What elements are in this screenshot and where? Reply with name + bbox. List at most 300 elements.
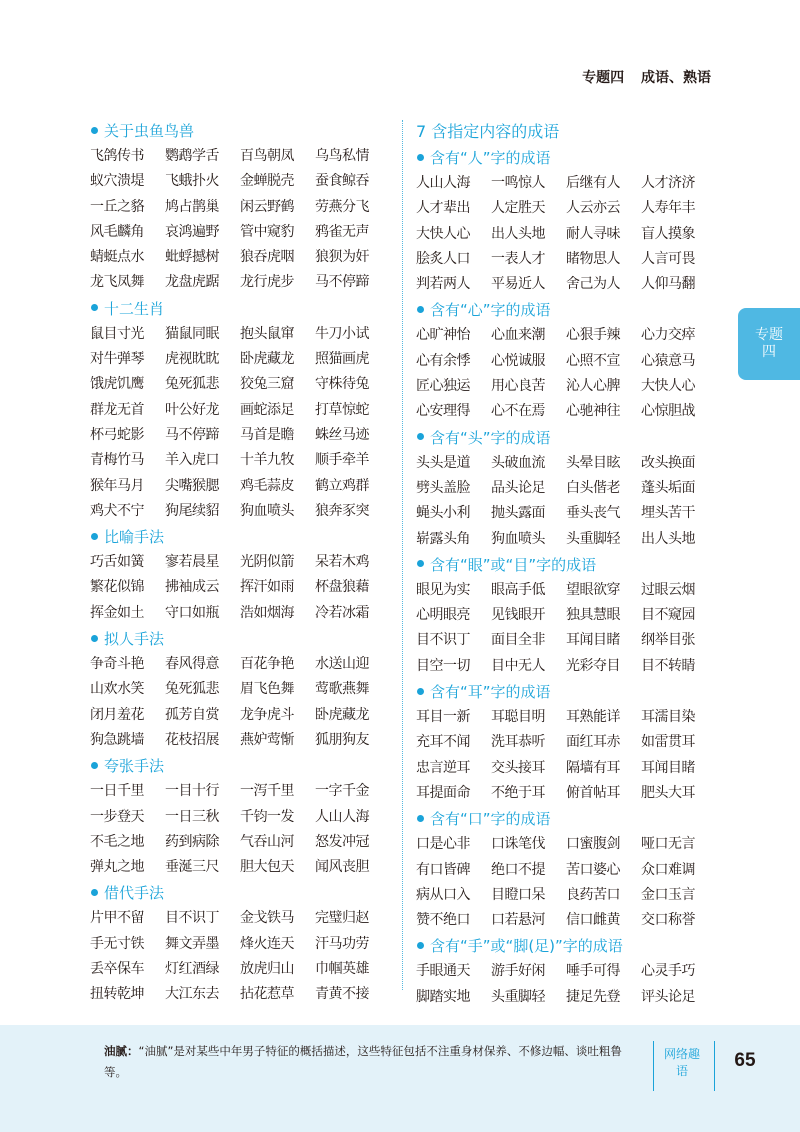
idiom: 白头偕老 — [566, 479, 620, 496]
idiom: 杯弓蛇影 — [90, 426, 144, 443]
idiom: 一日千里 — [90, 783, 144, 800]
idiom: 青黄不接 — [315, 986, 369, 1003]
bullet-icon — [417, 433, 424, 440]
idiom-row — [416, 959, 716, 984]
idiom: 后继有人 — [566, 175, 620, 191]
section-title — [416, 425, 716, 451]
section-title — [416, 933, 716, 959]
idiom: 俯首帖耳 — [566, 784, 620, 801]
idiom: 头破血流 — [491, 454, 545, 471]
idiom: 龙争虎斗 — [240, 706, 294, 723]
idiom-row — [416, 501, 716, 526]
idiom-row — [416, 476, 716, 501]
idiom: 目空一切 — [416, 657, 470, 674]
idiom: 对牛弹琴 — [90, 351, 144, 368]
section-title-text: 含有“头”字的成语 — [430, 428, 551, 447]
idiom: 人寿年丰 — [641, 200, 695, 217]
bullet-icon — [417, 154, 424, 161]
idiom: 狗血喷头 — [240, 502, 294, 519]
idiom: 飞鸽传书 — [90, 148, 144, 164]
idiom-row — [90, 347, 390, 372]
idiom: 浩如烟海 — [240, 604, 294, 621]
idiom-row — [90, 575, 390, 600]
idiom: 蓬头垢面 — [641, 479, 695, 496]
idiom: 苦口婆心 — [566, 861, 620, 878]
idiom: 寥若晨星 — [165, 554, 219, 571]
idiom: 百鸟朝凤 — [240, 148, 294, 164]
idiom: 闭月羞花 — [90, 706, 144, 723]
idiom: 兔死狐悲 — [165, 376, 219, 393]
idiom: 挥金如土 — [90, 604, 144, 621]
idiom-row — [90, 550, 390, 575]
idiom: 出人头地 — [491, 225, 545, 242]
section-title-text: 拟人手法 — [104, 630, 165, 649]
idiom: 目不识丁 — [165, 910, 219, 927]
idiom: 百花争艳 — [240, 656, 294, 673]
idiom-row — [416, 985, 716, 1010]
idiom: 打草惊蛇 — [315, 401, 369, 418]
idiom: 哀鸿遍野 — [165, 223, 219, 240]
idiom-row — [416, 171, 716, 196]
idiom-row — [90, 322, 390, 347]
note-text: “油腻”是对某些中年男子特征的概括描述，这些特征包括不注重身材保养、不修边幅、谈吐粗鲁等。 — [104, 1044, 622, 1079]
section-title-text: 关于虫鱼鸟兽 — [104, 122, 195, 140]
idiom-row — [90, 932, 390, 957]
idiom: 不绝于耳 — [491, 784, 545, 801]
idiom: 独具慧眼 — [566, 607, 620, 624]
idiom: 人山人海 — [315, 808, 369, 825]
idiom: 兔死狐悲 — [165, 681, 219, 698]
idiom: 鸡毛蒜皮 — [240, 477, 294, 494]
idiom: 丢卒保车 — [90, 961, 144, 978]
idiom-row — [90, 601, 390, 626]
idiom: 照猫画虎 — [315, 351, 369, 368]
idiom: 春风得意 — [165, 656, 219, 673]
idiom: 一日三秋 — [165, 808, 219, 825]
right-sections — [416, 145, 716, 1010]
idiom: 忠言逆耳 — [416, 759, 470, 776]
idiom: 心惊胆战 — [641, 403, 695, 420]
idiom: 孤芳自赏 — [165, 706, 219, 723]
section-title-text: 比喻手法 — [104, 528, 165, 547]
idiom: 水送山迎 — [315, 656, 369, 673]
section-title-text: 含有“心”字的成语 — [430, 301, 551, 320]
idiom: 十羊九牧 — [240, 452, 294, 469]
idiom: 心安理得 — [416, 403, 470, 420]
idiom: 狗尾续貂 — [165, 502, 219, 519]
idiom: 肥头大耳 — [641, 784, 695, 801]
idiom: 一字千金 — [315, 783, 369, 800]
idiom: 唾手可得 — [566, 963, 620, 980]
bullet-icon — [91, 533, 98, 540]
idiom: 心有余悸 — [416, 352, 470, 369]
idiom-row — [416, 883, 716, 908]
left-column — [90, 118, 390, 1008]
idiom: 评头论足 — [641, 988, 695, 1005]
bullet-icon — [91, 635, 98, 642]
footer-divider-left — [653, 1041, 654, 1091]
idiom: 守株待兔 — [315, 376, 369, 393]
idiom: 改头换面 — [641, 454, 695, 471]
idiom: 杯盘狼藉 — [315, 579, 369, 596]
idiom: 马首是瞻 — [240, 426, 294, 443]
idiom-row — [90, 855, 390, 880]
footer-note — [104, 1041, 644, 1083]
bullet-icon — [91, 127, 98, 134]
idiom: 耳濡目染 — [641, 709, 695, 726]
idiom: 人才辈出 — [416, 200, 470, 217]
idiom: 洗耳恭听 — [491, 734, 545, 751]
idiom: 望眼欲穿 — [566, 581, 620, 598]
idiom: 扭转乾坤 — [90, 986, 144, 1003]
section-title-text: 含有“眼”或“目”字的成语 — [430, 555, 597, 574]
idiom: 游手好闲 — [491, 963, 545, 980]
idiom: 拈花惹草 — [240, 986, 294, 1003]
bullet-icon — [91, 762, 98, 769]
right-column-title: 7 含指定内容的成语 — [416, 122, 560, 141]
idiom: 劳燕分飞 — [315, 198, 369, 215]
idiom-row — [90, 805, 390, 830]
idiom-row — [416, 374, 716, 399]
section-title-text: 含有“手”或“脚(足)”字的成语 — [430, 937, 623, 956]
idiom: 心力交瘁 — [641, 327, 695, 344]
idiom: 一步登天 — [90, 808, 144, 825]
chapter-side-tab — [738, 308, 800, 380]
idiom: 巾帼英雄 — [315, 961, 369, 978]
idiom: 病从口入 — [416, 886, 470, 903]
idiom: 匠心独运 — [416, 378, 470, 395]
idiom: 心悦诚服 — [491, 352, 545, 369]
idiom: 猴年马月 — [90, 477, 144, 494]
footer-label: 网络趣语 — [664, 1047, 701, 1078]
idiom: 群龙无首 — [90, 401, 144, 418]
idiom: 灯红酒绿 — [165, 961, 219, 978]
idiom: 狗急跳墙 — [90, 731, 144, 748]
idiom-row — [90, 245, 390, 270]
idiom: 人山人海 — [416, 175, 470, 191]
idiom: 狐朋狗友 — [315, 731, 369, 748]
idiom: 守口如瓶 — [165, 604, 219, 621]
idiom: 垂涎三尺 — [165, 859, 219, 876]
idiom: 众口难调 — [641, 861, 695, 878]
idiom: 心猿意马 — [641, 352, 695, 369]
idiom: 目不转睛 — [641, 657, 695, 674]
idiom: 一鸣惊人 — [491, 175, 545, 191]
idiom: 交头接耳 — [491, 759, 545, 776]
idiom: 口诛笔伐 — [491, 836, 545, 853]
idiom: 交口称誉 — [641, 912, 695, 929]
idiom-row — [90, 169, 390, 194]
idiom-row — [90, 474, 390, 499]
idiom: 品头论足 — [491, 479, 545, 496]
idiom-row — [90, 499, 390, 524]
idiom: 目不识丁 — [416, 632, 470, 649]
idiom: 捷足先登 — [566, 988, 620, 1005]
idiom: 耳闻目睹 — [641, 759, 695, 776]
idiom: 抱头鼠窜 — [240, 325, 294, 342]
idiom: 抛头露面 — [491, 505, 545, 522]
idiom: 药到病除 — [165, 833, 219, 850]
idiom-row — [90, 957, 390, 982]
idiom: 眼高手低 — [491, 581, 545, 598]
idiom: 垂头丧气 — [566, 505, 620, 522]
idiom: 蜻蜓点水 — [90, 249, 144, 266]
idiom-row — [416, 272, 716, 297]
section-title-text: 十二生肖 — [104, 299, 165, 318]
bullet-icon — [91, 304, 98, 311]
section-title-text: 含有“口”字的成语 — [430, 810, 551, 829]
idiom: 心狠手辣 — [566, 327, 620, 344]
idiom: 目中无人 — [491, 657, 545, 674]
section-title — [90, 626, 390, 652]
idiom: 眼见为实 — [416, 581, 470, 598]
idiom: 隔墙有耳 — [566, 759, 620, 776]
footer — [0, 1025, 800, 1132]
idiom: 狼狈为奸 — [315, 249, 369, 266]
idiom: 面目全非 — [491, 632, 545, 649]
idiom: 光阴似箭 — [240, 554, 294, 571]
idiom-row — [416, 349, 716, 374]
idiom: 青梅竹马 — [90, 452, 144, 469]
idiom: 繁花似锦 — [90, 579, 144, 596]
idiom: 睹物思人 — [566, 250, 620, 267]
idiom-row — [90, 728, 390, 753]
idiom: 沁人心脾 — [566, 378, 620, 395]
section-title — [90, 753, 390, 779]
idiom: 狡兔三窟 — [240, 376, 294, 393]
idiom: 山欢水笑 — [90, 681, 144, 698]
idiom: 牛刀小试 — [315, 325, 369, 342]
section-title — [90, 524, 390, 550]
idiom: 一目十行 — [165, 783, 219, 800]
running-header — [582, 67, 711, 87]
idiom: 耳熟能详 — [566, 709, 620, 726]
section-title-text: 借代手法 — [104, 884, 165, 903]
idiom-row — [90, 270, 390, 295]
idiom: 耳闻目睹 — [566, 632, 620, 649]
idiom: 巧舌如簧 — [90, 554, 144, 571]
idiom: 耳目一新 — [416, 709, 470, 726]
idiom: 气吞山河 — [240, 833, 294, 850]
idiom: 心驰神往 — [566, 403, 620, 420]
idiom-row — [90, 779, 390, 804]
idiom: 龙行虎步 — [240, 274, 294, 291]
idiom: 面红耳赤 — [566, 734, 620, 751]
idiom: 鸡犬不宁 — [90, 502, 144, 519]
idiom: 鼠目寸光 — [90, 325, 144, 342]
idiom: 埋头苦干 — [641, 505, 695, 522]
idiom: 鸠占鹊巢 — [165, 198, 219, 215]
idiom: 心不在焉 — [491, 403, 545, 420]
section-title — [416, 806, 716, 832]
idiom: 信口雌黄 — [566, 912, 620, 929]
idiom-row — [90, 398, 390, 423]
idiom: 见钱眼开 — [491, 607, 545, 624]
idiom: 心照不宣 — [566, 352, 620, 369]
idiom: 光彩夺目 — [566, 657, 620, 674]
idiom-row — [416, 399, 716, 424]
idiom-row — [416, 705, 716, 730]
section-title — [416, 552, 716, 578]
idiom: 耳聪目明 — [491, 709, 545, 726]
section-title-text: 含有“耳”字的成语 — [430, 683, 551, 702]
idiom: 羊入虎口 — [165, 452, 219, 469]
idiom-row — [416, 858, 716, 883]
page-number: 65 — [734, 1050, 756, 1071]
idiom: 蚁穴溃堤 — [90, 173, 144, 190]
idiom-row — [416, 730, 716, 755]
section-title — [416, 297, 716, 323]
idiom: 乌鸟私情 — [315, 148, 369, 164]
idiom: 人才济济 — [641, 175, 695, 191]
idiom-row — [90, 982, 390, 1007]
idiom: 口若悬河 — [491, 912, 545, 929]
idiom: 胆大包天 — [240, 859, 294, 876]
idiom: 人云亦云 — [566, 200, 620, 217]
idiom: 金蝉脱壳 — [240, 173, 294, 190]
idiom-row — [90, 372, 390, 397]
section-title — [416, 145, 716, 171]
idiom: 有口皆碑 — [416, 861, 470, 878]
idiom: 冷若冰霜 — [315, 604, 369, 621]
idiom: 充耳不闻 — [416, 734, 470, 751]
idiom: 头晕目眩 — [566, 454, 620, 471]
note-term: 油腻： — [104, 1044, 139, 1058]
idiom: 大快人心 — [416, 225, 470, 242]
idiom: 画蛇添足 — [240, 401, 294, 418]
section-title — [90, 880, 390, 906]
idiom: 呆若木鸡 — [315, 554, 369, 571]
idiom: 平易近人 — [491, 276, 545, 293]
idiom: 脍炙人口 — [416, 250, 470, 267]
idiom: 花枝招展 — [165, 731, 219, 748]
idiom: 千钧一发 — [240, 808, 294, 825]
idiom: 一表人才 — [491, 250, 545, 267]
idiom: 头头是道 — [416, 454, 470, 471]
idiom: 卧虎藏龙 — [315, 706, 369, 723]
idiom-row — [90, 195, 390, 220]
idiom: 不毛之地 — [90, 833, 144, 850]
idiom-row — [416, 527, 716, 552]
bullet-icon — [417, 688, 424, 695]
right-column — [416, 118, 716, 1010]
idiom: 如雷贯耳 — [641, 734, 695, 751]
idiom: 人言可畏 — [641, 250, 695, 267]
idiom: 哑口无言 — [641, 836, 695, 853]
idiom: 手眼通天 — [416, 963, 470, 980]
bullet-icon — [417, 942, 424, 949]
idiom: 蚕食鲸吞 — [315, 173, 369, 190]
idiom: 绝口不提 — [491, 861, 545, 878]
idiom: 烽火连天 — [240, 935, 294, 952]
idiom-row — [416, 196, 716, 221]
idiom: 鹦鹉学舌 — [165, 148, 219, 164]
idiom-row — [416, 451, 716, 476]
section-title — [90, 118, 390, 144]
column-divider — [402, 120, 403, 990]
idiom: 饿虎饥鹰 — [90, 376, 144, 393]
idiom: 盲人摸象 — [641, 225, 695, 242]
idiom: 一丘之貉 — [90, 198, 144, 215]
idiom: 人定胜天 — [491, 200, 545, 217]
idiom-row — [416, 628, 716, 653]
idiom: 出人头地 — [641, 530, 695, 547]
idiom: 莺歌燕舞 — [315, 681, 369, 698]
idiom: 放虎归山 — [240, 961, 294, 978]
idiom-row — [90, 448, 390, 473]
bullet-icon — [417, 815, 424, 822]
idiom: 纲举目张 — [641, 632, 695, 649]
idiom: 马不停蹄 — [315, 274, 369, 291]
bullet-icon — [417, 306, 424, 313]
idiom: 闲云野鹤 — [240, 198, 294, 215]
idiom: 舍己为人 — [566, 276, 620, 293]
idiom: 完璧归赵 — [315, 910, 369, 927]
section-title — [416, 679, 716, 705]
idiom-row — [416, 908, 716, 933]
section-title — [90, 296, 390, 322]
idiom: 弹丸之地 — [90, 859, 144, 876]
idiom: 挥汗如雨 — [240, 579, 294, 596]
idiom: 耳提面命 — [416, 784, 470, 801]
idiom: 心明眼亮 — [416, 607, 470, 624]
idiom-row — [416, 603, 716, 628]
idiom: 头重脚轻 — [566, 530, 620, 547]
section-title-text: 夸张手法 — [104, 757, 165, 776]
idiom-row — [90, 144, 390, 169]
idiom: 金口玉言 — [641, 886, 695, 903]
idiom: 狗血喷头 — [491, 530, 545, 547]
idiom: 心灵手巧 — [641, 963, 695, 980]
idiom: 头重脚轻 — [491, 988, 545, 1005]
idiom: 口是心非 — [416, 836, 470, 853]
idiom: 崭露头角 — [416, 530, 470, 547]
idiom: 心血来潮 — [491, 327, 545, 344]
idiom-row — [416, 781, 716, 806]
idiom: 风毛麟角 — [90, 223, 144, 240]
idiom-row — [416, 323, 716, 348]
idiom-row — [90, 906, 390, 931]
idiom: 人仰马翻 — [641, 276, 695, 293]
idiom: 蝇头小利 — [416, 505, 470, 522]
idiom: 用心良苦 — [491, 378, 545, 395]
idiom-row — [90, 703, 390, 728]
idiom: 怒发冲冠 — [315, 833, 369, 850]
idiom-row — [90, 652, 390, 677]
idiom: 心旷神怡 — [416, 327, 470, 344]
idiom: 目不窥园 — [641, 607, 695, 624]
chapter-title: 成语、熟语 — [641, 70, 711, 86]
idiom-row — [416, 578, 716, 603]
idiom: 马不停蹄 — [165, 426, 219, 443]
idiom: 舞文弄墨 — [165, 935, 219, 952]
idiom: 劈头盖脸 — [416, 479, 470, 496]
chapter-label: 专题四 — [582, 70, 625, 86]
idiom: 手无寸铁 — [90, 935, 144, 952]
idiom-row — [416, 222, 716, 247]
idiom: 一泻千里 — [240, 783, 294, 800]
side-tab-label: 专题四 — [755, 327, 783, 360]
idiom: 蛛丝马迹 — [315, 426, 369, 443]
idiom: 目瞪口呆 — [491, 886, 545, 903]
idiom: 猫鼠同眠 — [165, 325, 219, 342]
idiom-row — [416, 756, 716, 781]
idiom: 虎视眈眈 — [165, 351, 219, 368]
idiom: 闻风丧胆 — [315, 859, 369, 876]
idiom: 金戈铁马 — [240, 910, 294, 927]
idiom: 眉飞色舞 — [240, 681, 294, 698]
idiom: 汗马功劳 — [315, 935, 369, 952]
